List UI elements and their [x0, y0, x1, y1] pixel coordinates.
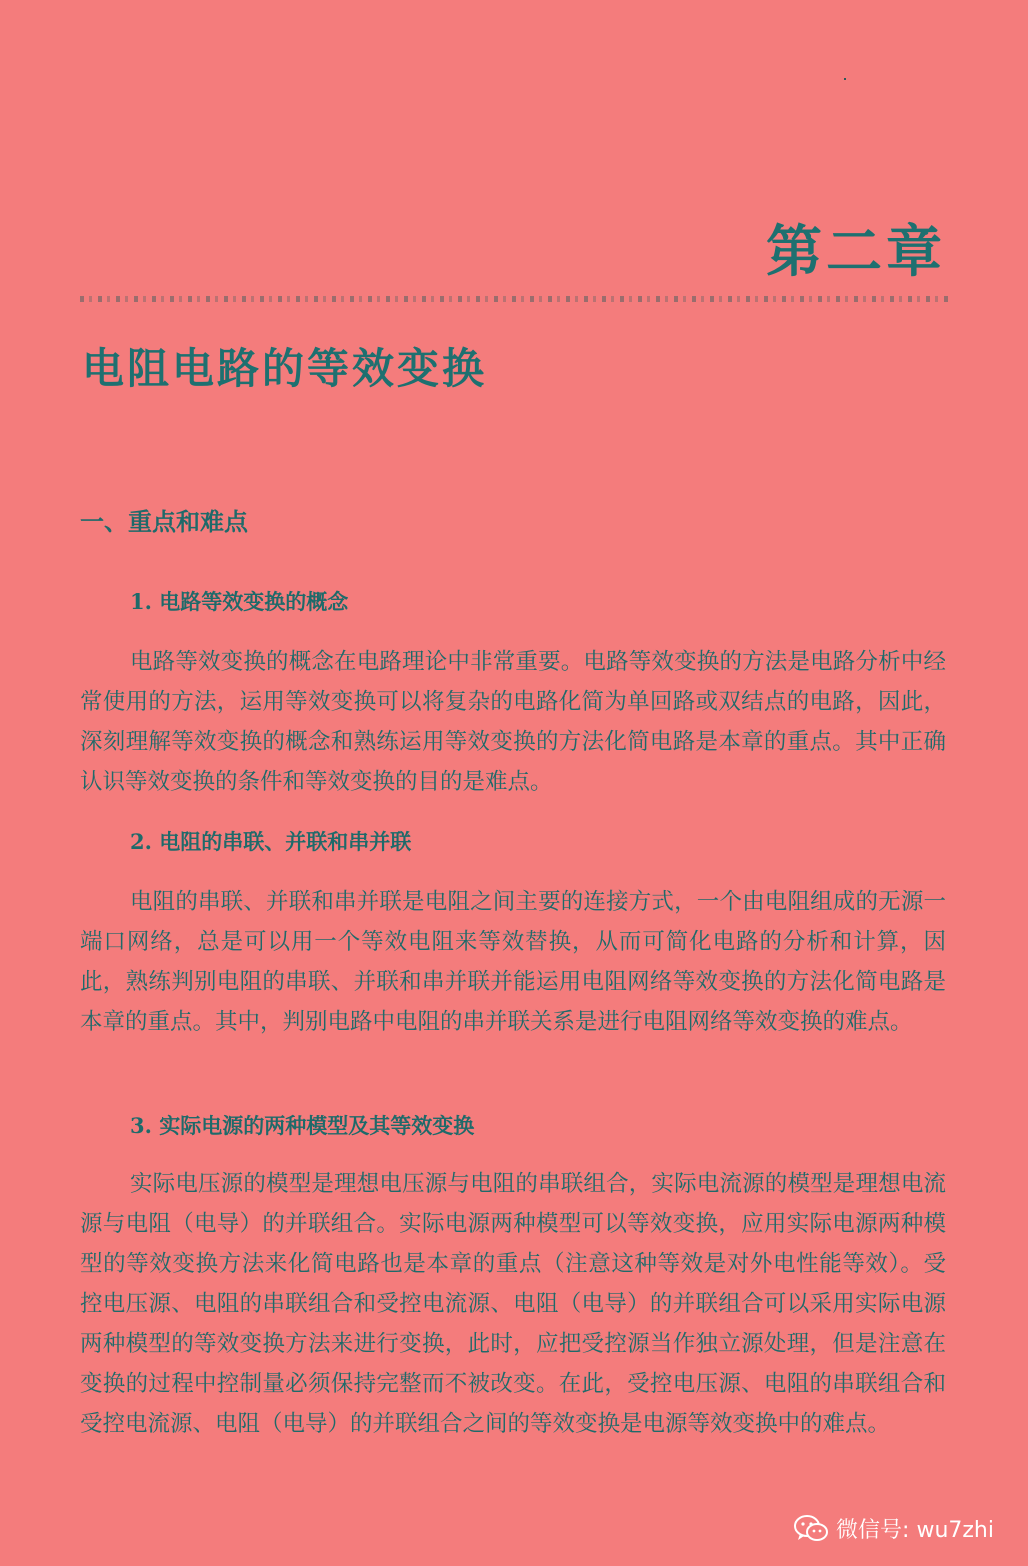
watermark-text: 微信号: wu7zhi: [836, 1518, 994, 1543]
wechat-watermark: [794, 1513, 994, 1544]
section-heading: 一、重点和难点: [80, 508, 248, 536]
subsection-heading-1: 1. 电路等效变换的概念: [130, 589, 349, 614]
subsection-heading-3: 3. 实际电源的两种模型及其等效变换: [130, 1113, 475, 1138]
chapter-title: 电阻电路的等效变换: [82, 344, 488, 393]
wechat-icon: [794, 1514, 828, 1544]
paragraph-2: 电阻的串联、并联和串并联是电阻之间主要的连接方式，一个由电阻组成的无源一端口网络，总是可以用一个等效电阻来等效替换，从而可简化电路的分析和计算，因此，熟练判别电阻的串联、并联和串并联并能运用电阻网络等效变换的方法化简电路是本章的重点。其中，判别电路中电阻的串并联关系是进行电阻网络等效变换的难点。: [80, 889, 946, 1035]
paragraph-3: 实际电压源的模型是理想电压源与电阻的串联组合，实际电流源的模型是理想电流源与电阻（电导）的并联组合。实际电源两种模型可以等效变换，应用实际电源两种模型的等效变换方法来化简电路也是本章的重点（注意这种等效是对外电性能等效）。受控电压源、电阻的串联组合和受控电流源、电阻（电导）的并联组合可以采用实际电源两种模型的等效变换方法来进行变换，此时，应把受控源当作独立源处理，但是注意在变换的过程中控制量必须保持完整而不被改变。在此，受控电压源、电阻的串联组合和受控电流源、电阻（电导）的并联组合之间的等效变换是电源等效变换中的难点。: [80, 1171, 946, 1437]
chapter-divider: [80, 296, 948, 302]
paragraph-1: 电路等效变换的概念在电路理论中非常重要。电路等效变换的方法是电路分析中经常使用的方法，运用等效变换可以将复杂的电路化简为单回路或双结点的电路，因此，深刻理解等效变换的概念和熟练运用等效变换的方法化简电路是本章的重点。其中正确认识等效变换的条件和等效变换的目的是难点。: [80, 649, 946, 795]
subsection-heading-2: 2. 电阻的串联、并联和串并联: [130, 829, 412, 854]
scan-speck: [844, 78, 846, 80]
chapter-label: 第二章: [766, 220, 946, 285]
